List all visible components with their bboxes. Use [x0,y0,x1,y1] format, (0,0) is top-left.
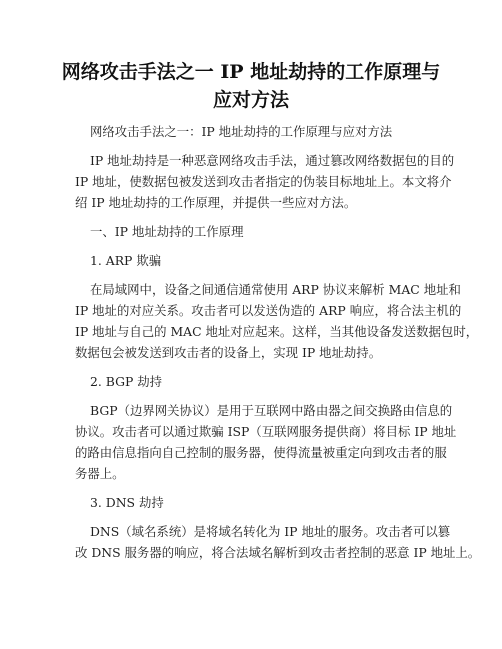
intro-line-1: IP 地址劫持是一种恶意网络攻击手法，通过篡改网络数据包的目的 [90,153,455,168]
dns-heading: 3. DNS 劫持 [90,495,164,510]
bgp-line-3: 的路由信息指向自己控制的服务器，使得流量被重定向到攻击者的服 [75,445,447,460]
arp-line-1: 在局域网中，设备之间通信通常使用 ARP 协议来解析 MAC 地址和 [90,282,461,297]
arp-heading: 1. ARP 欺骗 [90,253,162,268]
intro-line-2: IP 地址，使数据包被发送到攻击者指定的伪装目标地址上。本文将介 [75,174,452,189]
arp-line-3: IP 地址与自己的 MAC 地址对应起来。这样，当其他设备发送数据包时， [75,324,479,339]
section-heading-principle: 一、IP 地址劫持的工作原理 [90,224,244,239]
arp-line-4: 数据包会被发送到攻击者的设备上，实现 IP 地址劫持。 [75,345,382,360]
arp-line-2: IP 地址的对应关系。攻击者可以发送伪造的 ARP 响应，将合法主机的 [75,303,462,318]
bgp-heading: 2. BGP 劫持 [90,374,163,389]
intro-line-3: 绍 IP 地址劫持的工作原理，并提供一些应对方法。 [75,195,357,210]
dns-line-1: DNS（域名系统）是将域名转化为 IP 地址的服务。攻击者可以篡 [90,524,451,539]
document-title-line-1: 网络攻击手法之一 IP 地址劫持的工作原理与 [61,61,441,83]
document-subtitle: 网络攻击手法之一：IP 地址劫持的工作原理与应对方法 [90,124,393,139]
dns-line-2: 改 DNS 服务器的响应，将合法域名解析到攻击者控制的恶意 IP 地址上。 [75,545,481,560]
bgp-line-2: 协议。攻击者可以通过欺骗 ISP（互联网服务提供商）将目标 IP 地址 [75,424,457,439]
bgp-line-1: BGP（边界网关协议）是用于互联网中路由器之间交换路由信息的 [90,403,453,418]
document-title-line-2: 应对方法 [212,89,289,111]
bgp-line-4: 务器上。 [75,466,125,481]
